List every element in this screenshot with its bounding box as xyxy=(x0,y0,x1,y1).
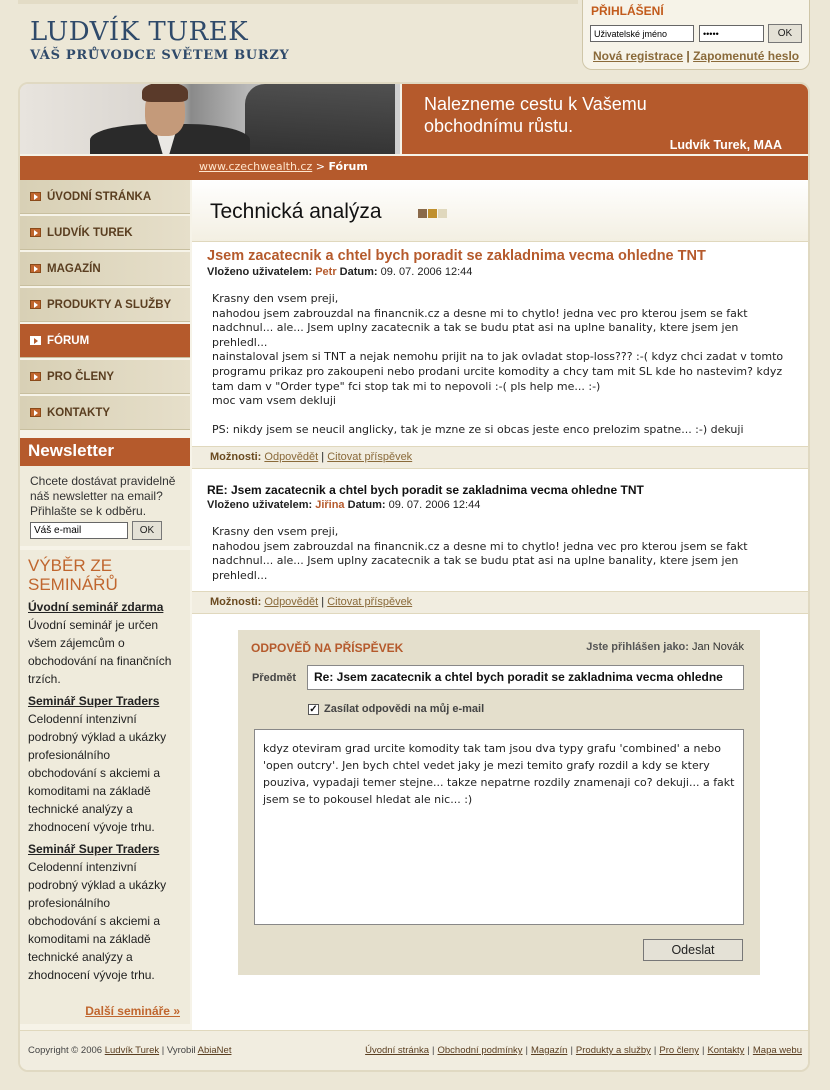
arrow-right-icon xyxy=(30,264,41,273)
post-header xyxy=(192,242,810,280)
date-label: Datum: xyxy=(339,266,378,278)
site-logo[interactable] xyxy=(30,18,290,63)
breadcrumb-current: Fórum xyxy=(328,160,368,173)
footer-separator: | xyxy=(570,1045,573,1056)
footer-separator: | xyxy=(525,1045,528,1056)
post-author[interactable]: Jiřina xyxy=(315,498,345,511)
made-by-text: | Vyrobil xyxy=(161,1045,196,1056)
seminar-title-link[interactable]: Úvodní seminář zdarma xyxy=(28,600,164,614)
newsletter-title: Newsletter xyxy=(20,438,190,466)
nav-label: FÓRUM xyxy=(47,334,90,347)
footer-link-produkty-a-sluzby[interactable]: Produkty a služby xyxy=(575,1045,651,1056)
password-input[interactable] xyxy=(699,25,764,42)
maker-link[interactable]: AbiaNet xyxy=(197,1045,232,1056)
seminar-item xyxy=(28,694,182,836)
logged-in-user: Jan Novák xyxy=(692,641,744,653)
notify-checkbox[interactable]: ✓ xyxy=(309,703,318,715)
slogan-text xyxy=(424,93,647,137)
nav-label: KONTAKTY xyxy=(47,406,111,419)
login-links-separator: | xyxy=(686,49,690,63)
footer-link-kontakty[interactable]: Kontakty xyxy=(707,1045,745,1056)
arrow-right-icon xyxy=(30,408,41,417)
post-header xyxy=(192,477,810,513)
post-options: Možnosti: Odpovědět | Citovat příspěvek xyxy=(192,446,810,468)
post-options: Možnosti: Odpovědět | Citovat příspěvek xyxy=(192,591,810,613)
main-nav xyxy=(20,180,190,430)
footer xyxy=(20,1030,810,1070)
slogan-line-1: Nalezneme cestu k Vašemu xyxy=(424,94,647,114)
date-label: Datum: xyxy=(347,498,386,511)
seminars-title xyxy=(28,556,182,594)
footer-separator: | xyxy=(432,1045,435,1056)
footer-link-magazin[interactable]: Magazín xyxy=(531,1045,568,1056)
newsletter-body xyxy=(20,466,190,546)
sidebar xyxy=(20,180,190,1024)
logged-in-info xyxy=(586,641,744,653)
options-label: Možnosti: xyxy=(210,450,262,463)
forum-post xyxy=(192,242,810,469)
square-1 xyxy=(418,209,427,218)
chair-shape xyxy=(245,84,395,154)
seminar-item xyxy=(28,842,182,984)
login-title: PŘIHLÁŠENÍ xyxy=(591,4,664,18)
notify-label: Zasílat odpovědi na můj e-mail xyxy=(324,703,485,715)
footer-separator: | xyxy=(747,1045,750,1056)
newsletter-email-input[interactable] xyxy=(30,522,128,539)
more-seminars-link[interactable]: Další semináře » xyxy=(85,1004,180,1018)
logo-subtitle: VÁŠ PRŮVODCE SVĚTEM BURZY xyxy=(30,48,290,63)
post-meta xyxy=(207,499,795,511)
breadcrumb-separator: > xyxy=(315,160,325,173)
owner-link[interactable]: Ludvík Turek xyxy=(104,1045,160,1056)
options-label: Možnosti: xyxy=(210,596,262,609)
post-title: RE: Jsem zacatecnik a chtel bych poradit se zakladnima vecma ohledne TNT xyxy=(207,482,644,497)
newsletter-box xyxy=(20,438,190,546)
banner xyxy=(20,84,810,154)
forgot-password-link[interactable]: Zapomenuté heslo xyxy=(693,49,800,63)
logo-title: LUDVÍK TUREK xyxy=(30,17,249,47)
newsletter-ok-button[interactable]: OK xyxy=(132,521,162,540)
footer-separator: | xyxy=(653,1045,657,1056)
register-link[interactable]: Nová registrace xyxy=(593,49,684,63)
seminar-description: Úvodní seminář je určen všem zájemcům o obchodování na finančních trzích. xyxy=(28,618,172,686)
footer-separator: | xyxy=(701,1045,705,1056)
posted-by-label: Vloženo uživatelem: xyxy=(207,498,313,511)
send-button[interactable]: Odeslat xyxy=(643,939,743,961)
nav-label: PRO ČLENY xyxy=(47,370,115,383)
nav-item-pro-cleny[interactable] xyxy=(20,360,190,394)
nav-label: PRODUKTY A SLUŽBY xyxy=(47,298,172,311)
nav-label: LUDVÍK TUREK xyxy=(47,226,133,239)
seminars-box xyxy=(20,550,190,1024)
main-content xyxy=(192,180,810,1030)
post-author[interactable]: Petr xyxy=(315,266,337,278)
breadcrumb xyxy=(199,160,368,173)
post-title: Jsem zacatecnik a chtel bych poradit se zakladnima vecma ohledne TNT xyxy=(207,248,706,264)
post-meta xyxy=(207,266,795,278)
arrow-right-icon xyxy=(30,300,41,309)
seminar-title-link[interactable]: Seminář Super Traders xyxy=(28,694,160,708)
username-input[interactable] xyxy=(590,25,694,42)
copyright-text: Copyright © 2006 xyxy=(28,1045,103,1056)
arrow-right-icon xyxy=(30,192,41,201)
breadcrumb-home-link[interactable]: www.czechwealth.cz xyxy=(199,160,313,173)
arrow-right-icon xyxy=(30,336,41,345)
square-3 xyxy=(438,209,447,218)
reply-form xyxy=(238,630,760,975)
forum-post xyxy=(192,477,810,614)
top-shine xyxy=(18,0,578,4)
footer-link-obchodni-podminky[interactable]: Obchodní podmínky xyxy=(437,1045,523,1056)
login-links xyxy=(593,49,799,63)
posted-by-label: Vloženo uživatelem: xyxy=(207,266,313,278)
nav-item-magazin[interactable] xyxy=(20,252,190,286)
arrow-right-icon xyxy=(30,228,41,237)
reply-link[interactable]: Odpovědět xyxy=(264,450,319,463)
notify-checkbox-row[interactable] xyxy=(308,703,484,715)
title-squares-icon xyxy=(418,208,448,221)
seminar-description: Celodenní intenzivní podrobný výklad a ukázky profesionálního obchodování s akciemi a komoditami na základě technické analýzy a zhodnocení vývoje trhu. xyxy=(28,712,167,834)
nav-item-forum[interactable] xyxy=(20,324,190,358)
breadcrumb-bar xyxy=(20,154,810,180)
slogan-line-2: obchodnímu růstu. xyxy=(424,116,574,136)
login-box xyxy=(582,0,810,70)
footer-link-pro-cleny[interactable]: Pro členy xyxy=(659,1045,699,1056)
nav-item-produkty-a-sluzby[interactable] xyxy=(20,288,190,322)
hair-shape xyxy=(142,84,188,102)
post-date: 09. 07. 2006 12:44 xyxy=(380,266,473,278)
login-ok-button[interactable]: OK xyxy=(768,24,802,43)
seminar-title-link[interactable]: Seminář Super Traders xyxy=(28,842,160,856)
seminar-item xyxy=(28,600,182,688)
newsletter-text: Chcete dostávat pravidelně náš newsletter na email? Přihlašte se k odběru. xyxy=(30,474,176,518)
square-2 xyxy=(428,209,437,218)
banner-slogan xyxy=(400,84,810,154)
subject-label: Předmět xyxy=(252,672,297,684)
footer-link-uvodni-stranka[interactable]: Úvodní stránka xyxy=(365,1045,430,1056)
footer-copyright xyxy=(28,1045,231,1056)
nav-label: ÚVODNÍ STRÁNKA xyxy=(47,190,152,203)
banner-photo xyxy=(20,84,400,154)
reply-link[interactable]: Odpovědět xyxy=(264,596,319,609)
top-bar xyxy=(0,0,830,82)
page-title-bar xyxy=(192,180,810,242)
quote-link[interactable]: Citovat příspěvek xyxy=(327,596,413,609)
nav-item-uvodni-stranka[interactable] xyxy=(20,180,190,214)
nav-label: MAGAZÍN xyxy=(47,262,101,275)
nav-item-kontakty[interactable] xyxy=(20,396,190,430)
seminars-title-line-1: VÝBĚR ZE xyxy=(28,556,113,575)
post-body: Krasny den vsem preji, nahodou jsem zabrouzdal na financnik.cz a desne mi to chytlo! jedna vec pro kterou jsem se fakt nadchnul... ale... Jsem uplny zacatecnik a tak se budu ptat asi na uplne banality, ktere jsem jen prehledl... nainstaloval jsem si TNT a nejak nemohu prijit na to jak ovladat stop-loss??? :-( kdyz chci zadat v tomto programu prikaz pro zakoupeni nebo prodani urcite komodity a chcy tam mit SL kde ho nastevim? kdyz tam dam v "Order type" fci stop tak mi to nepovoli :-( pls help me... :-) moc vam vsem dekluji PS: nikdy jsem se neucil anglicky, tak je mzne ze si obcas jeste enco prelozim spatne... :-) dekuji xyxy=(212,292,784,437)
slogan-signature: Ludvík Turek, MAA xyxy=(669,138,782,152)
seminars-title-line-2: SEMINÁŘŮ xyxy=(28,575,118,594)
footer-links xyxy=(365,1045,802,1056)
message-textarea[interactable]: kdyz oteviram grad urcite komodity tak tam jsou dva typy grafu 'combined' a nebo 'open outcry'. Jen bych chtel vedet jaky je mezi temito grafy rozdil a kdy se ktery pouziva, vypadaji temer stejne... takze nepatrne rozdily znamenaji co? dekuji... a fakt jsem se to pokousel hledat ale nic... :) xyxy=(254,729,744,925)
post-date: 09. 07. 2006 12:44 xyxy=(388,498,481,511)
reply-form-title: ODPOVĚĎ NA PŘÍSPĚVEK xyxy=(251,641,404,655)
page-title: Technická analýza xyxy=(210,200,382,223)
arrow-right-icon xyxy=(30,372,41,381)
quote-link[interactable]: Citovat příspěvek xyxy=(327,450,413,463)
nav-item-ludvik-turek[interactable] xyxy=(20,216,190,250)
subject-input[interactable]: Re: Jsem zacatecnik a chtel bych poradit se zakladnima vecma ohledne xyxy=(307,665,744,690)
seminar-description: Celodenní intenzivní podrobný výklad a ukázky profesionálního obchodování s akciemi a komoditami na základě technické analýzy a zhodnocení vývoje trhu. xyxy=(28,860,167,982)
page-frame xyxy=(18,82,810,1072)
post-body: Krasny den vsem preji, nahodou jsem zabrouzdal na financnik.cz a desne mi to chytlo! jedna vec pro kterou jsem se fakt nadchnul... ale... Jsem uplny zacatecnik a tak se budu ptat asi na uplne banality, ktere jsem jen prehledl... xyxy=(212,524,748,582)
footer-link-mapa-webu[interactable]: Mapa webu xyxy=(752,1045,802,1056)
logged-in-label: Jste přihlášen jako: xyxy=(586,641,689,653)
